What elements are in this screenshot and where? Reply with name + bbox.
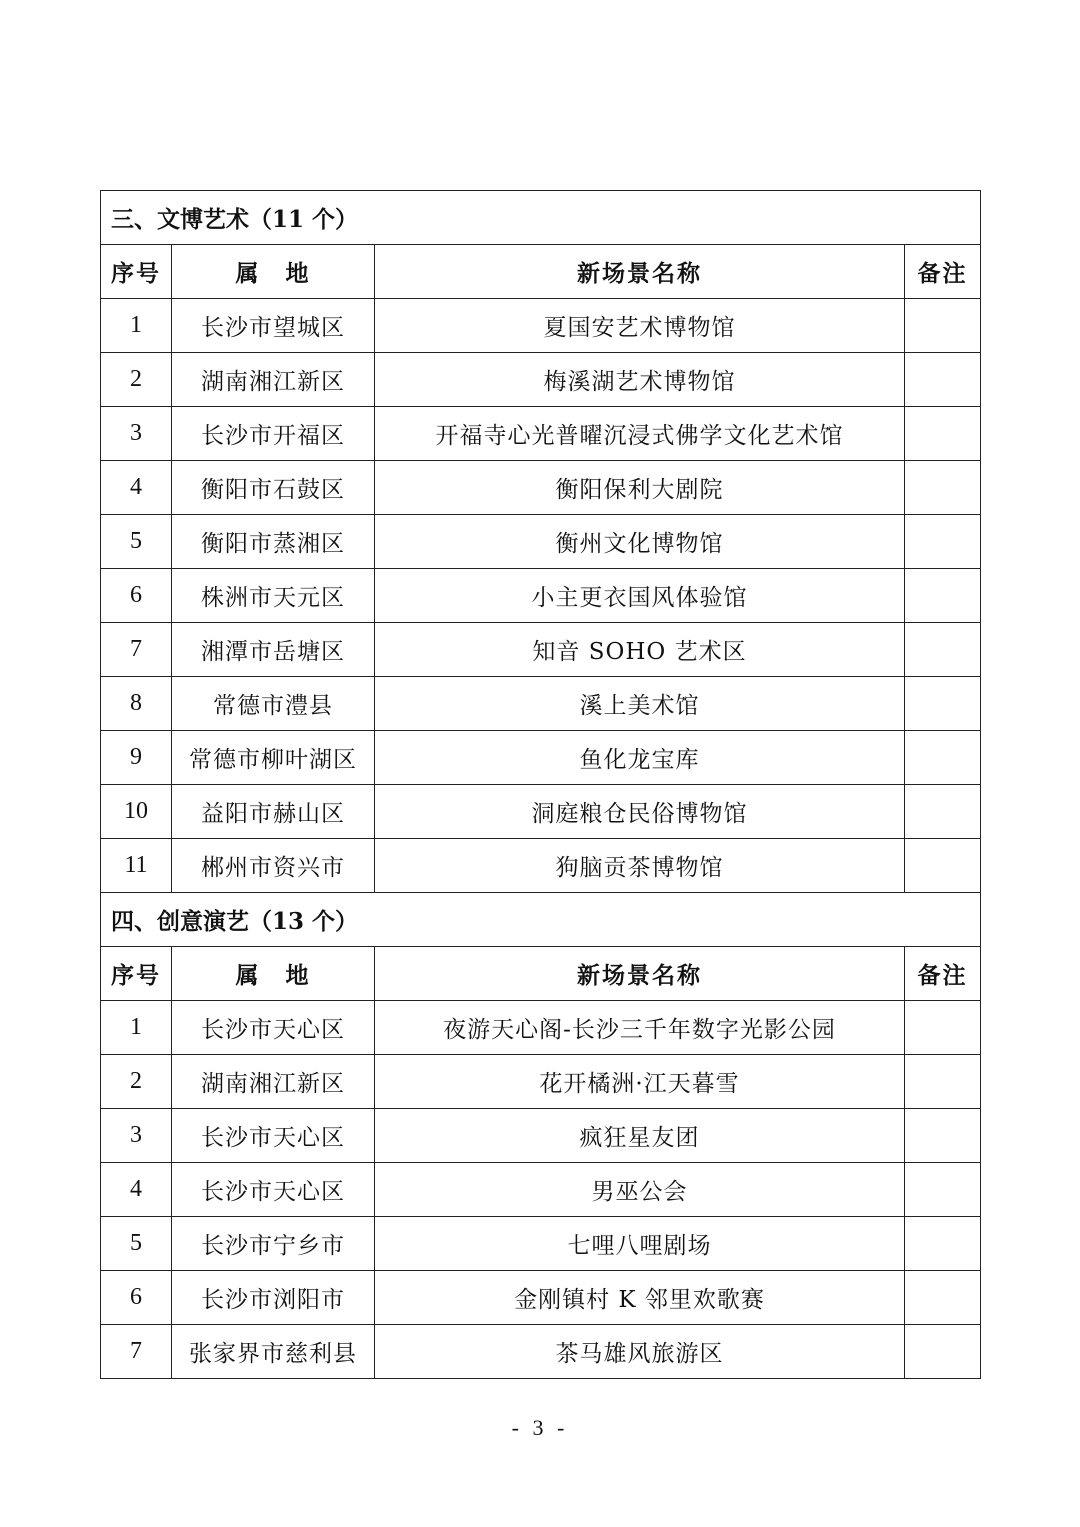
table-row (101, 353, 981, 407)
table-row (101, 1217, 981, 1271)
seq-cell: 6 (101, 569, 172, 623)
scene-name-cell: 疯狂星友团 (375, 1109, 905, 1163)
scene-name-cell: 男巫公会 (375, 1163, 905, 1217)
remark-cell (905, 515, 981, 569)
location-cell: 郴州市资兴市 (172, 839, 375, 893)
header-row (101, 947, 981, 1001)
table-row (101, 731, 981, 785)
seq-cell: 4 (101, 1163, 172, 1217)
seq-cell: 2 (101, 353, 172, 407)
section-title: 三、文博艺术（11 个） (101, 191, 981, 245)
seq-cell: 10 (101, 785, 172, 839)
seq-cell: 2 (101, 1055, 172, 1109)
seq-cell: 7 (101, 1325, 172, 1379)
seq-cell: 3 (101, 1109, 172, 1163)
location-cell: 衡阳市蒸湘区 (172, 515, 375, 569)
location-cell: 常德市澧县 (172, 677, 375, 731)
location-cell: 湖南湘江新区 (172, 353, 375, 407)
seq-cell: 7 (101, 623, 172, 677)
scene-name-cell: 夜游天心阁-长沙三千年数字光影公园 (375, 1001, 905, 1055)
seq-cell: 9 (101, 731, 172, 785)
section-title: 四、创意演艺（13 个） (101, 893, 981, 947)
location-cell: 长沙市天心区 (172, 1163, 375, 1217)
remark-cell (905, 461, 981, 515)
column-header-remark: 备注 (905, 245, 981, 299)
seq-cell: 11 (101, 839, 172, 893)
location-cell: 长沙市天心区 (172, 1109, 375, 1163)
location-cell: 长沙市天心区 (172, 1001, 375, 1055)
remark-cell (905, 569, 981, 623)
table-row (101, 839, 981, 893)
remark-cell (905, 731, 981, 785)
seq-cell: 6 (101, 1271, 172, 1325)
header-row (101, 245, 981, 299)
remark-cell (905, 353, 981, 407)
remark-cell (905, 623, 981, 677)
column-header-seq: 序号 (101, 947, 172, 1001)
page-number: - 3 - (511, 1415, 569, 1440)
remark-cell (905, 1001, 981, 1055)
table-row (101, 623, 981, 677)
location-cell: 湖南湘江新区 (172, 1055, 375, 1109)
scene-name-cell: 茶马雄风旅游区 (375, 1325, 905, 1379)
section-title-row (101, 191, 981, 245)
remark-cell (905, 1271, 981, 1325)
location-cell: 湘潭市岳塘区 (172, 623, 375, 677)
column-header-location: 属 地 (172, 947, 375, 1001)
seq-cell: 3 (101, 407, 172, 461)
remark-cell (905, 1163, 981, 1217)
location-cell: 张家界市慈利县 (172, 1325, 375, 1379)
table-row (101, 461, 981, 515)
remark-cell (905, 1109, 981, 1163)
remark-cell (905, 785, 981, 839)
location-cell: 益阳市赫山区 (172, 785, 375, 839)
section-title-row (101, 893, 981, 947)
location-cell: 长沙市开福区 (172, 407, 375, 461)
remark-cell (905, 407, 981, 461)
column-header-location: 属 地 (172, 245, 375, 299)
remark-cell (905, 677, 981, 731)
location-cell: 长沙市宁乡市 (172, 1217, 375, 1271)
scene-name-cell: 知音 SOHO 艺术区 (375, 623, 905, 677)
scene-list-table (100, 190, 981, 1379)
scene-name-cell: 花开橘洲·江天暮雪 (375, 1055, 905, 1109)
scene-name-cell: 狗脑贡茶博物馆 (375, 839, 905, 893)
location-cell: 长沙市浏阳市 (172, 1271, 375, 1325)
table-row (101, 1055, 981, 1109)
scene-name-cell: 鱼化龙宝库 (375, 731, 905, 785)
scene-name-cell: 金刚镇村 K 邻里欢歌赛 (375, 1271, 905, 1325)
table-row (101, 1325, 981, 1379)
scene-name-cell: 衡州文化博物馆 (375, 515, 905, 569)
seq-cell: 8 (101, 677, 172, 731)
location-cell: 衡阳市石鼓区 (172, 461, 375, 515)
remark-cell (905, 1217, 981, 1271)
table-row (101, 1271, 981, 1325)
remark-cell (905, 839, 981, 893)
table-row (101, 407, 981, 461)
location-cell: 株洲市天元区 (172, 569, 375, 623)
table-row (101, 785, 981, 839)
column-header-name: 新场景名称 (375, 947, 905, 1001)
table-row (101, 569, 981, 623)
seq-cell: 1 (101, 1001, 172, 1055)
scene-name-cell: 小主更衣国风体验馆 (375, 569, 905, 623)
scene-name-cell: 梅溪湖艺术博物馆 (375, 353, 905, 407)
column-header-name: 新场景名称 (375, 245, 905, 299)
table-row (101, 1109, 981, 1163)
remark-cell (905, 1325, 981, 1379)
location-cell: 常德市柳叶湖区 (172, 731, 375, 785)
seq-cell: 1 (101, 299, 172, 353)
table-row (101, 515, 981, 569)
table-body (101, 191, 981, 1379)
remark-cell (905, 1055, 981, 1109)
scene-name-cell: 开福寺心光普曜沉浸式佛学文化艺术馆 (375, 407, 905, 461)
seq-cell: 5 (101, 1217, 172, 1271)
column-header-seq: 序号 (101, 245, 172, 299)
scene-name-cell: 衡阳保利大剧院 (375, 461, 905, 515)
column-header-remark: 备注 (905, 947, 981, 1001)
scene-name-cell: 溪上美术馆 (375, 677, 905, 731)
seq-cell: 4 (101, 461, 172, 515)
scene-name-cell: 七哩八哩剧场 (375, 1217, 905, 1271)
remark-cell (905, 299, 981, 353)
table-row (101, 677, 981, 731)
table-row (101, 299, 981, 353)
table-row (101, 1163, 981, 1217)
table-row (101, 1001, 981, 1055)
scene-name-cell: 夏国安艺术博物馆 (375, 299, 905, 353)
scene-name-cell: 洞庭粮仓民俗博物馆 (375, 785, 905, 839)
seq-cell: 5 (101, 515, 172, 569)
location-cell: 长沙市望城区 (172, 299, 375, 353)
